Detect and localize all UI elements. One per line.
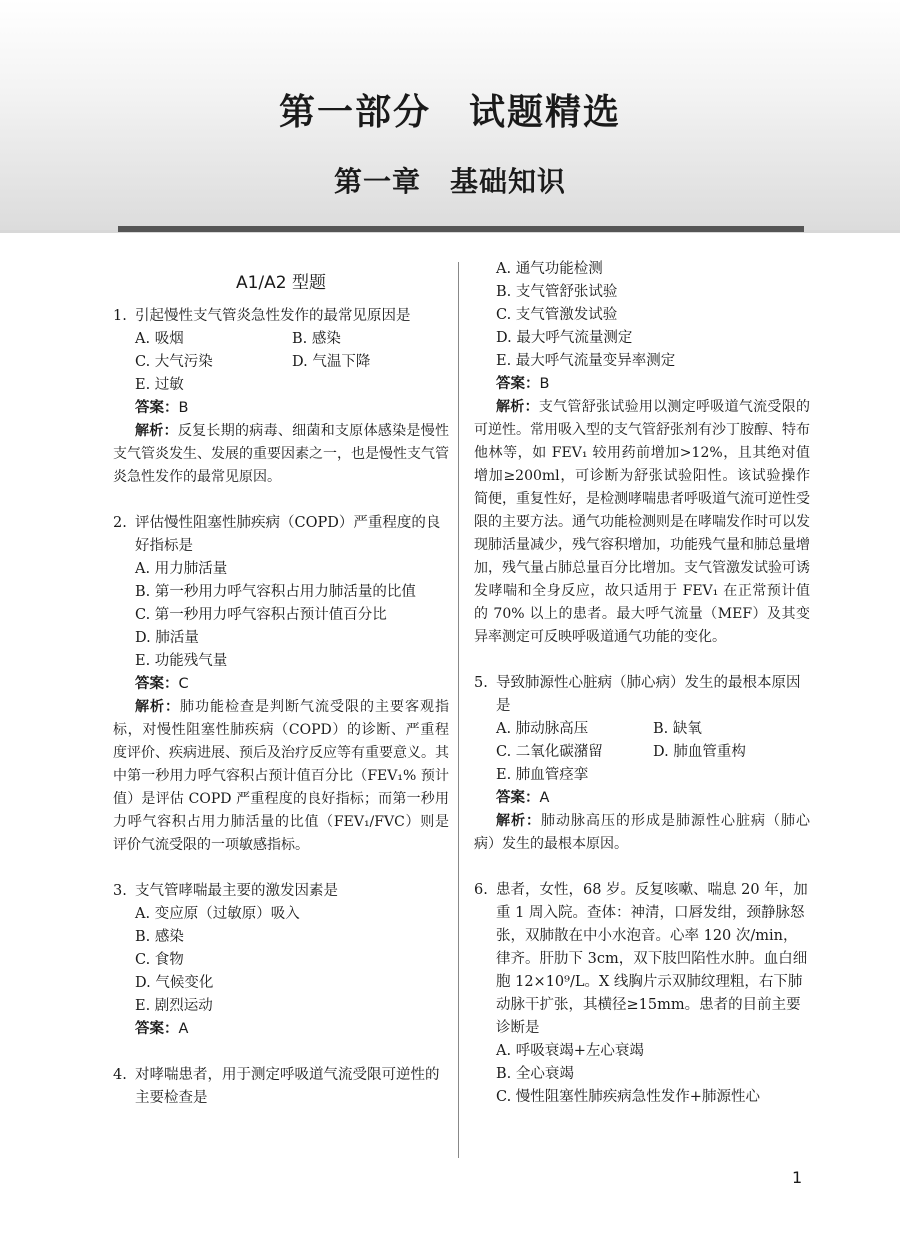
option-d: D. 气温下降 (292, 354, 371, 370)
option-b: B. 第一秒用力呼气容积占用力肺活量的比值 (135, 584, 416, 600)
section-title: A1/A2 型题 (235, 273, 327, 293)
part-title: 第一部分 试题精选 (278, 92, 621, 133)
explanation-label: 解析： (135, 423, 178, 439)
option-a: A. 呼吸衰竭+左心衰竭 (496, 1043, 644, 1059)
answer (113, 1018, 449, 1041)
option-c: C. 慢性阻塞性肺疾病急性发作+肺源性心 (496, 1089, 760, 1105)
column-divider (458, 262, 459, 1158)
question-stem (113, 880, 449, 903)
option-e: E. 过敏 (135, 377, 184, 393)
explanation-text: 肺功能检查是判断气流受限的主要客观指标，对慢性阻塞性肺疾病（COPD）的诊断、严重程度评价、疾病进展、预后及治疗反应等有重要意义。其中第一秒用力呼气容积占预计值百分比（FEV₁% 预计值）是评估 COPD 严重程度的良好指标；而第一秒用力呼气容积占用力肺活量的比值（FEV₁/FVC）则是评价气流受限的一项敏感指标。 (113, 699, 449, 853)
question-2 (113, 512, 449, 857)
question-text: 引起慢性支气管炎急性发作的最常见原因是 (135, 308, 411, 324)
answer (113, 397, 449, 420)
answer-label: 答案： (135, 1021, 179, 1037)
question-text: 患者，女性，68 岁。反复咳嗽、喘息 20 年，加重 1 周入院。查体：神清，口唇发绀，颈静脉怒张，双肺散在中小水泡音。心率 120 次/min，律齐。肝肋下 3cm，双下肢凹陷性水肿。血白细胞 12×10⁹/L。X 线胸片示双肺纹理粗，右下肺动脉干扩张，其横径≥15mm。患者的目前主要诊断是 (496, 882, 808, 1036)
chapter-title: 第一章 基础知识 (333, 165, 566, 198)
option-c: C. 食物 (135, 952, 184, 968)
right-column (474, 258, 810, 1132)
explanation-label: 解析： (496, 813, 541, 829)
question-number: 1. (113, 308, 127, 324)
question-3 (113, 880, 449, 1041)
answer-value: B (539, 376, 550, 392)
question-stem (113, 512, 449, 558)
option-e: E. 功能残气量 (135, 653, 228, 669)
option-a: A. 通气功能检测 (496, 261, 603, 277)
answer-value: C (178, 676, 189, 692)
option-a: A. 变应原（过敏原）吸入 (135, 906, 300, 922)
option-b: B. 支气管舒张试验 (496, 284, 618, 300)
option-b: B. 感染 (292, 331, 341, 347)
option-a: A. 肺动脉高压 (496, 721, 589, 737)
option-row (113, 328, 449, 351)
option-d: D. 气候变化 (135, 975, 214, 991)
option-b: B. 缺氧 (653, 721, 702, 737)
left-column (113, 262, 449, 1133)
explanation (474, 396, 810, 649)
question-number: 6. (474, 882, 488, 898)
answer-value: B (178, 400, 189, 416)
question-number: 2. (113, 515, 127, 531)
option-d: D. 肺活量 (135, 630, 199, 646)
question-number: 5. (474, 675, 488, 691)
question-text: 导致肺源性心脏病（肺心病）发生的最根本原因是 (496, 675, 801, 714)
option-row (113, 351, 449, 374)
explanation-text: 反复长期的病毒、细菌和支原体感染是慢性支气管炎发生、发展的重要因素之一，也是慢性支气管炎急性发作的最常见原因。 (113, 423, 450, 485)
answer-label: 答案： (496, 376, 540, 392)
option-b: B. 全心衰竭 (496, 1066, 574, 1082)
page-number: 1 (792, 1168, 803, 1187)
option-d: D. 肺血管重构 (653, 744, 746, 760)
answer-value: A (178, 1021, 189, 1037)
option-c: C. 第一秒用力呼气容积占预计值百分比 (135, 607, 387, 623)
explanation-text: 肺动脉高压的形成是肺源性心脏病（肺心病）发生的最根本原因。 (474, 813, 810, 852)
question-text: 对哮喘患者，用于测定呼吸道气流受限可逆性的主要检查是 (135, 1067, 440, 1106)
option-c: C. 大气污染 (135, 354, 213, 370)
explanation-label: 解析： (135, 699, 180, 715)
question-stem (474, 672, 810, 718)
question-1 (113, 305, 449, 489)
explanation-label: 解析： (496, 399, 539, 415)
question-stem (113, 305, 449, 328)
option-c: C. 二氧化碳潴留 (496, 744, 603, 760)
question-stem (113, 1064, 449, 1110)
question-stem (474, 879, 810, 1040)
option-row (474, 718, 810, 741)
option-b: B. 感染 (135, 929, 184, 945)
explanation (113, 696, 449, 857)
option-e: E. 肺血管痉挛 (496, 767, 589, 783)
question-6 (474, 879, 810, 1109)
option-d: D. 最大呼气流量测定 (496, 330, 633, 346)
question-number: 3. (113, 883, 127, 899)
explanation (474, 810, 810, 856)
answer (474, 373, 810, 396)
question-5 (474, 672, 810, 856)
answer (474, 787, 810, 810)
option-a: A. 用力肺活量 (135, 561, 228, 577)
question-text: 支气管哮喘最主要的激发因素是 (135, 883, 338, 899)
question-4-continued (474, 258, 810, 649)
option-c: C. 支气管激发试验 (496, 307, 618, 323)
answer-label: 答案： (135, 676, 179, 692)
option-e: E. 最大呼气流量变异率测定 (496, 353, 676, 369)
question-4 (113, 1064, 449, 1110)
option-row (474, 741, 810, 764)
answer-label: 答案： (135, 400, 179, 416)
explanation-text: 支气管舒张试验用以测定呼吸道气流受限的可逆性。常用吸入型的支气管舒张剂有沙丁胺醇、特布他林等，如 FEV₁ 较用药前增加>12%，且其绝对值增加≥200ml，可诊断为舒张试验阳性。该试验操作简便，重复性好，是检测哮喘患者呼吸道气流可逆性受限的主要方法。通气功能检测则是在哮喘发作时可以发现肺活量减少，残气容积增加，功能残气量和肺总量增加，残气量占肺总量百分比增加。支气管激发试验可诱发哮喘和全身反应，故只适用于 FEV₁ 在正常预计值的 70% 以上的患者。最大呼气流量（MEF）及其变异率测定可反映呼吸道通气功能的变化。 (474, 399, 811, 645)
question-number: 4. (113, 1067, 127, 1083)
option-e: E. 剧烈运动 (135, 998, 213, 1014)
option-a: A. 吸烟 (135, 331, 184, 347)
question-text: 评估慢性阻塞性肺疾病（COPD）严重程度的良好指标是 (135, 515, 441, 554)
answer-label: 答案： (496, 790, 540, 806)
header-rule-dark (118, 226, 804, 232)
answer-value: A (539, 790, 550, 806)
explanation (113, 420, 449, 489)
answer (113, 673, 449, 696)
